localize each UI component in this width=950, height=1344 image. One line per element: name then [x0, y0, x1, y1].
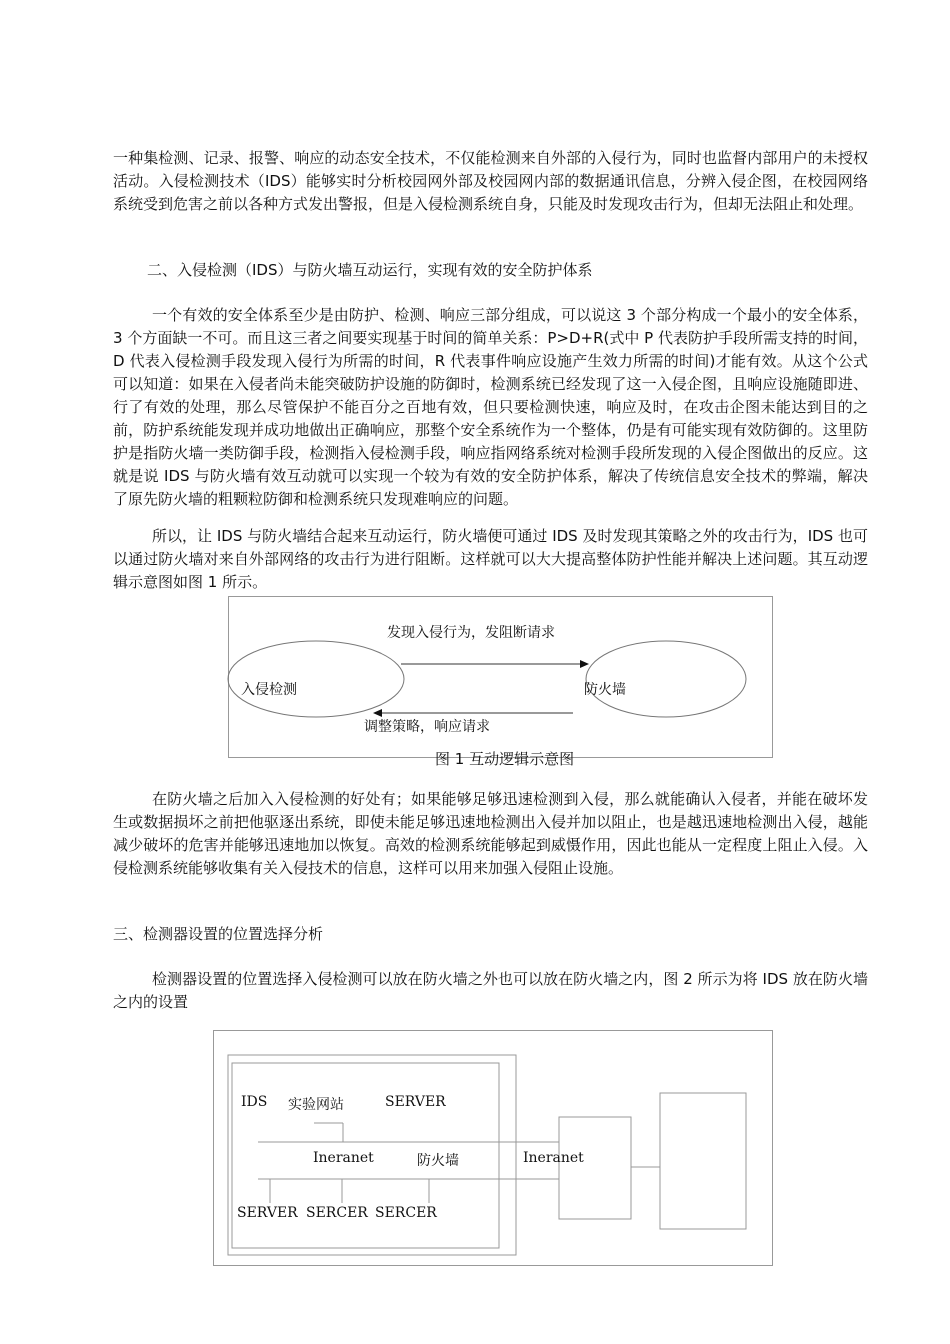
- paragraph-benefits: 在防火墙之后加入入侵检测的好处有；如果能够足够迅速检测到入侵，那么就能确认入侵者，并能在破坏发生或数据损坏之前把他驱逐出系统，即使未能足够迅速地检测出入侵并加以阻止，也是越迅速地检测出入侵，越能减少破坏的危害并能够迅速地加以恢复。高效的检测系统能够起到威慑作用，因此也能从一定程度上阻止入侵。入侵检测系统能够收集有关入侵技术的信息，这样可以用来加强入侵阻止设施。: [113, 790, 868, 877]
- paragraph-intro: 一种集检测、记录、报警、响应的动态安全技术，不仅能检测来自外部的入侵行为，同时也监督内部用户的未授权活动。入侵检测技术（IDS）能够实时分析校园网外部及校园网内部的数据通讯信息，分辨入侵企图，在校园网络系统受到危害之前以各种方式发出警报，但是入侵检测系统自身，只能及时发现攻击行为，但却无法阻止和处理。: [113, 149, 868, 213]
- figure-2-network-diagram: [213, 1030, 773, 1266]
- figure-1-bottom-label: 调整策略，响应请求: [364, 719, 490, 735]
- figure-1-caption: 图 1 互动逻辑示意图: [435, 750, 575, 768]
- firewall-label: 防火墙: [417, 1153, 459, 1169]
- paragraph-interaction: 所以，让 IDS 与防火墙结合起来互动运行，防火墙便可通过 IDS 及时发现其策略之外的攻击行为，IDS 也可以通过防火墙对来自外部网络的攻击行为进行阻断。这样就可以大大提高整体防护性能并解决上述问题。其互动逻辑示意图如图 1 所示。: [113, 527, 868, 591]
- site-label: 实验网站: [288, 1097, 344, 1113]
- section-heading-3: 三、检测器设置的位置选择分析: [113, 925, 324, 943]
- ids-label: IDS: [241, 1094, 268, 1110]
- server-bottom-label: SERVER: [237, 1205, 298, 1221]
- section-heading-2: 二、入侵检测（IDS）与防火墙互动运行，实现有效的安全防护体系: [147, 261, 593, 279]
- external-network-box: [660, 1093, 746, 1229]
- firewall-device-box: [559, 1117, 631, 1219]
- paragraph-detector-position: 检测器设置的位置选择入侵检测可以放在防火墙之外也可以放在防火墙之内，图 2 所示为将 IDS 放在防火墙之内的设置: [113, 970, 868, 1011]
- figure-1-right-node: 防火墙: [584, 682, 626, 698]
- ineranet-outer-label: Ineranet: [523, 1150, 584, 1166]
- figure-1-interaction-diagram: [228, 596, 773, 758]
- figure-1-left-node: 入侵检测: [241, 682, 297, 698]
- figure-2-graphics: [214, 1031, 774, 1267]
- sercer-label-2: SERCER: [375, 1205, 437, 1221]
- sercer-label-1: SERCER: [306, 1205, 368, 1221]
- ineranet-inner-label: Ineranet: [313, 1150, 374, 1166]
- figure-1-top-label: 发现入侵行为，发阻断请求: [387, 625, 555, 641]
- paragraph-security-system: 一个有效的安全体系至少是由防护、检测、响应三部分组成，可以说这 3 个部分构成一个最小的安全体系，3 个方面缺一不可。而且这三者之间要实现基于时间的简单关系：P>D+R(式中 P 代表防护手段所需支持的时间，D 代表入侵检测手段发现入侵行为所需的时间，R 代表事件响应设施产生效力所需的时间)才能有效。从这个公式可以知道：如果在入侵者尚未能突破防护设施的防御时，检测系统已经发现了这一入侵企图，且响应设施随即进、行了有效的处理，那么尽管保护不能百分之百地有效，但只要检测快速，响应及时，在攻击企图未能达到目的之前，防护系统能发现并成功地做出正确响应，那整个安全系统作为一个整体，仍是有可能实现有效防御的。这里防护是指防火墙一类防御手段，检测指入侵检测手段，响应指网络系统对检测手段所发现的入侵企图做出的反应。这就是说 IDS 与防火墙有效互动就可以实现一个较为有效的安全防护体系，解决了传统信息安全技术的弊端，解决了原先防火墙的粗颗粒防御和检测系统只发现难响应的问题。: [113, 306, 868, 508]
- server-top-label: SERVER: [385, 1094, 446, 1110]
- request-arrow-head: [580, 660, 589, 668]
